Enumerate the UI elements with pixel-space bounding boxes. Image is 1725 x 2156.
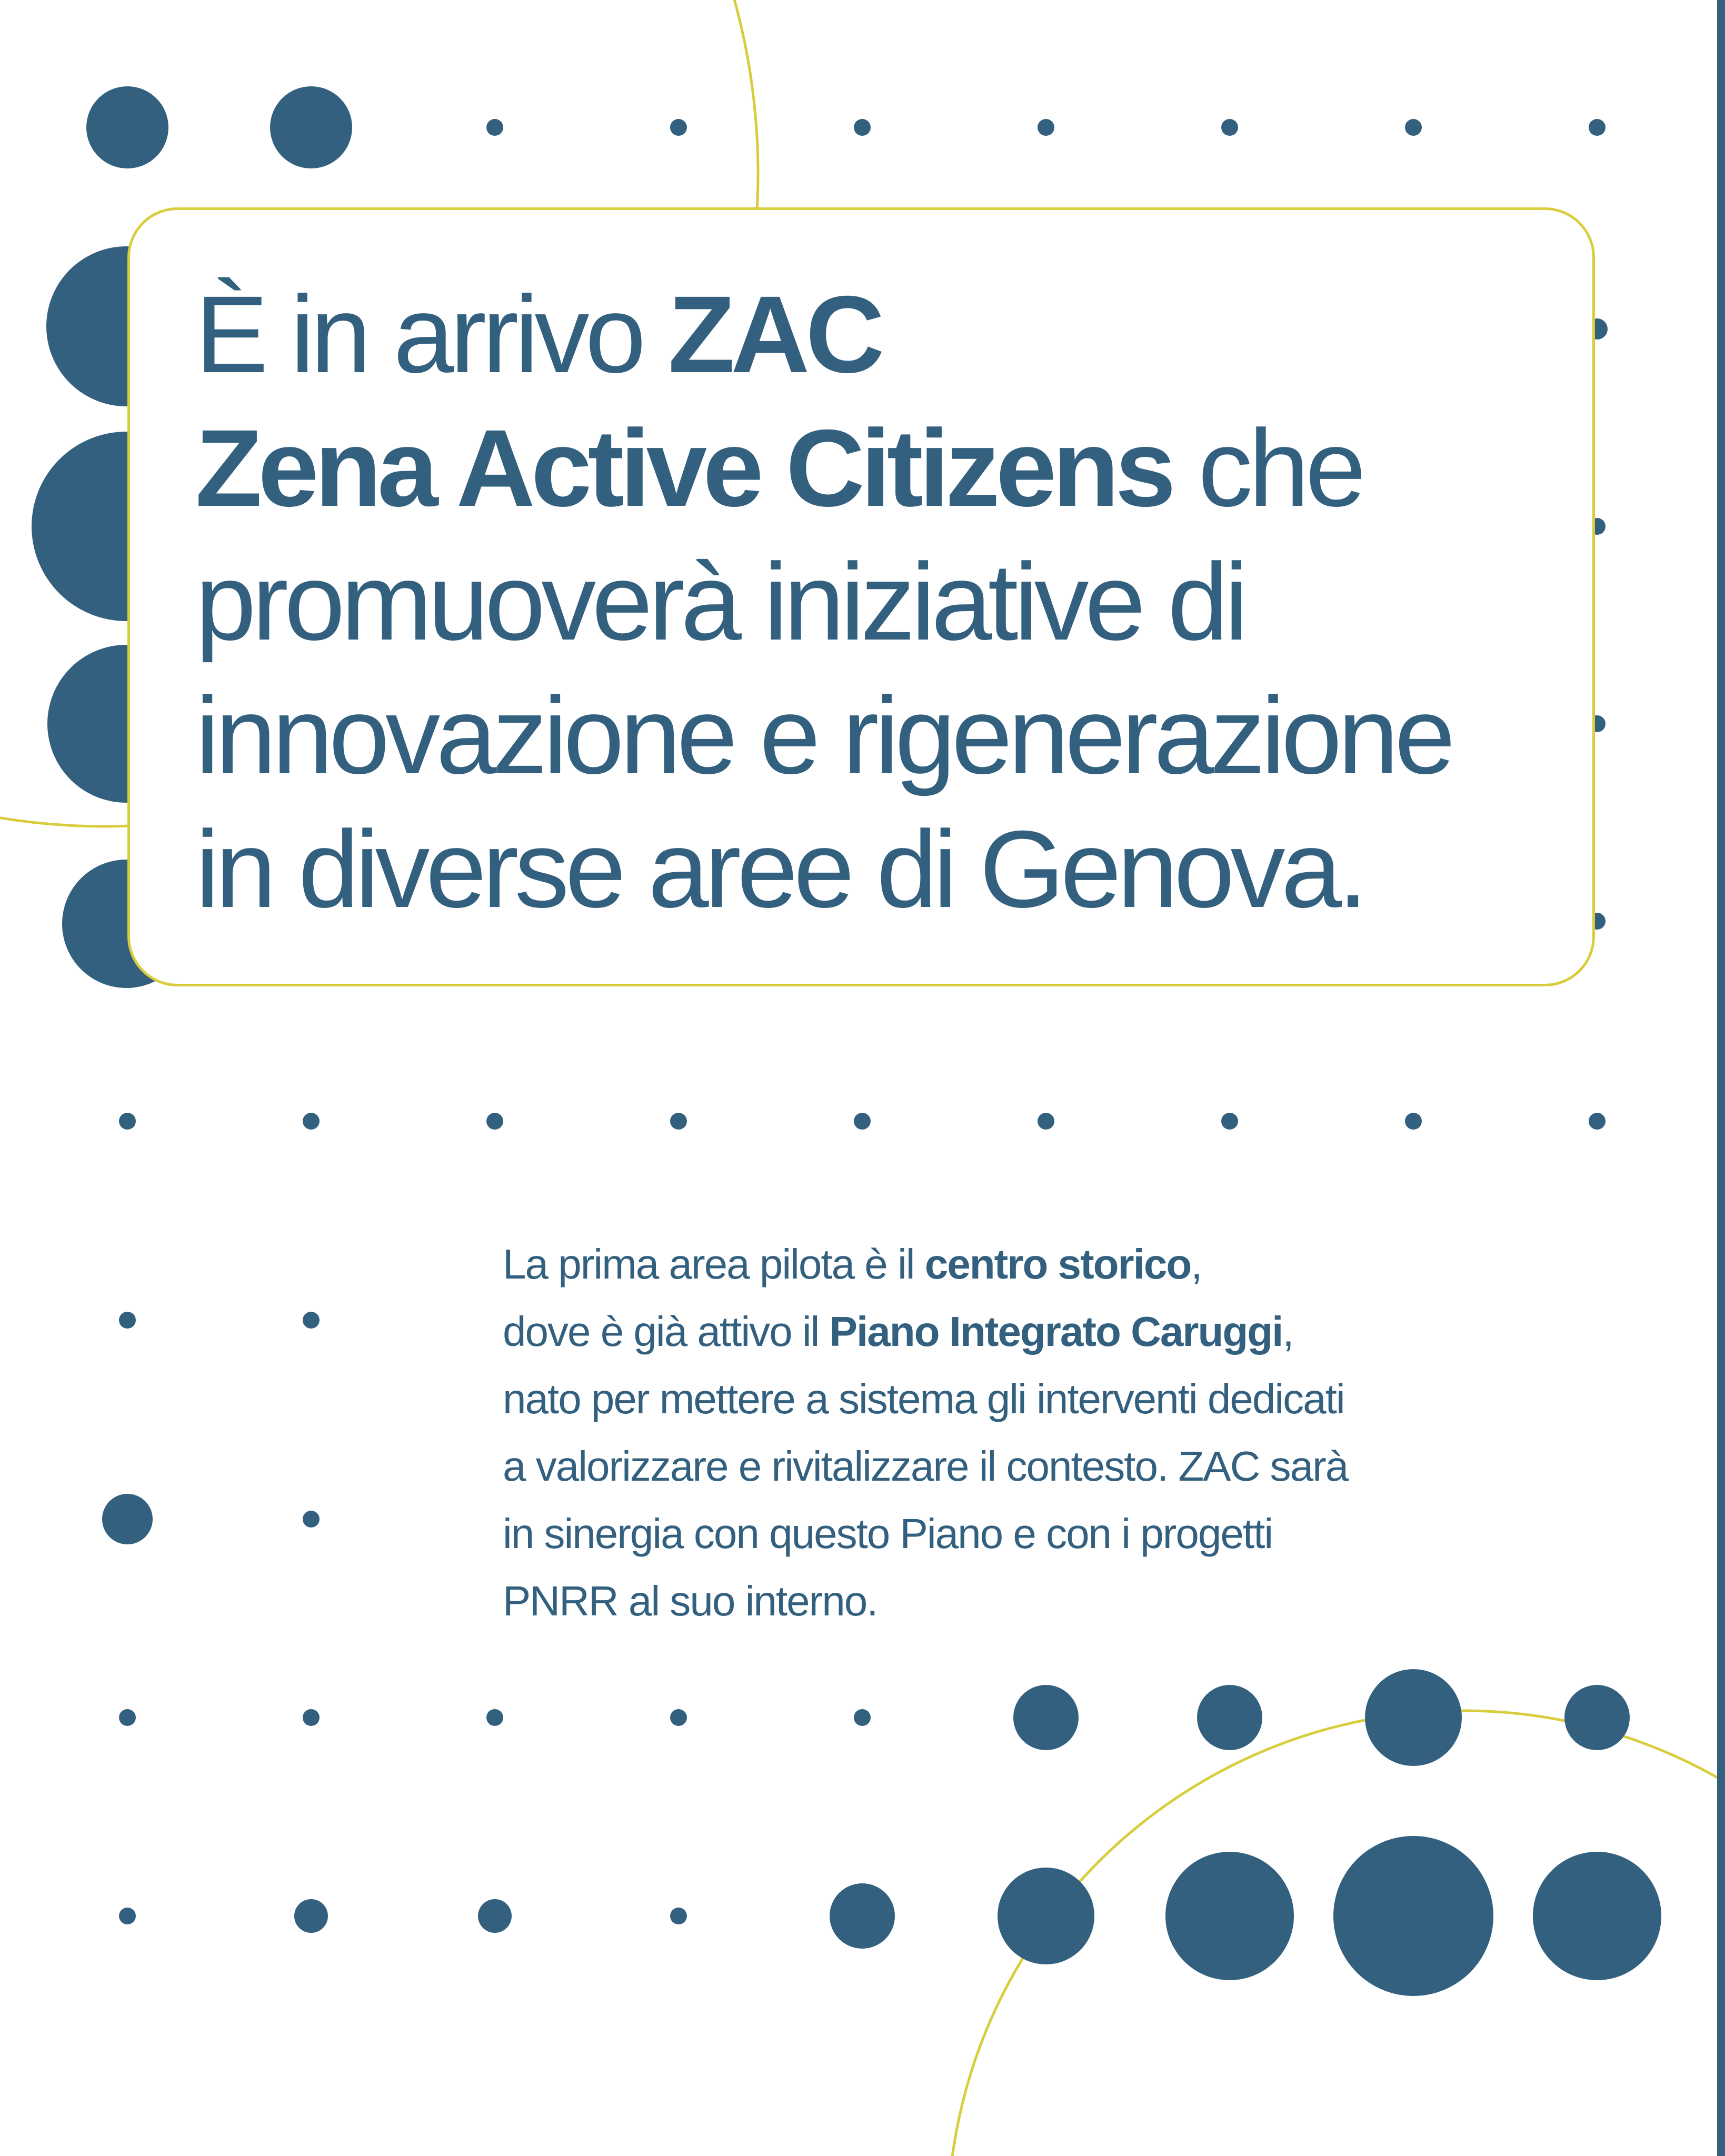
body-line-4: a valorizzare e rivitalizzare il contesto. ZAC sarà <box>503 1443 1348 1490</box>
body-line-1: La prima area pilota è il centro storico, <box>503 1241 1202 1287</box>
decorative-dot <box>303 1709 320 1726</box>
decorative-dot <box>1221 119 1238 136</box>
decorative-dot <box>1038 1113 1054 1130</box>
decorative-dot <box>1013 1685 1079 1750</box>
decorative-dot <box>1365 1669 1462 1766</box>
body-line-3: nato per mettere a sistema gli interventi dedicati <box>503 1375 1344 1422</box>
decorative-dot <box>1197 1685 1262 1750</box>
decorative-dot <box>119 1908 136 1924</box>
decorative-dot <box>478 1899 512 1933</box>
decorative-dot <box>86 86 168 168</box>
piano-caruggi-highlight: Piano Integrato Caruggi <box>829 1308 1283 1355</box>
decorative-dot <box>1038 119 1054 136</box>
decorative-dot <box>670 1709 687 1726</box>
headline-line-4: innovazione e rigenerazione <box>195 675 1451 797</box>
decorative-dot <box>270 86 352 168</box>
decorative-dot <box>1333 1836 1493 1996</box>
decorative-dot <box>1533 1852 1661 1980</box>
decorative-dot <box>1221 1113 1238 1130</box>
decorative-dot <box>670 1113 687 1130</box>
decorative-dot <box>102 1494 153 1544</box>
body-line-2: dove è già attivo il Piano Integrato Caruggi, <box>503 1308 1293 1355</box>
headline-box <box>127 207 1595 986</box>
headline-line-2: Zena Active Citizens che <box>195 407 1362 530</box>
headline <box>195 268 1592 936</box>
body-line-6: PNRR al suo interno. <box>503 1578 878 1624</box>
decorative-dot <box>854 119 871 136</box>
decorative-dot <box>303 1312 320 1329</box>
body-line-5: in sinergia con questo Piano e con i progetti <box>503 1510 1273 1557</box>
decorative-dot <box>1589 1113 1606 1130</box>
decorative-dot <box>1589 119 1606 136</box>
decorative-dot <box>670 119 687 136</box>
decorative-dot <box>486 1113 503 1130</box>
decorative-dot <box>1165 1852 1294 1980</box>
decorative-dot <box>1564 1685 1630 1750</box>
headline-line-3: promuoverà iniziative di <box>195 541 1245 663</box>
right-edge-bar <box>1717 0 1725 2156</box>
headline-line-1: È in arrivo ZAC <box>195 274 881 396</box>
decorative-dot <box>670 1908 687 1924</box>
decorative-dot <box>303 1511 320 1528</box>
centro-storico-highlight: centro storico <box>924 1241 1191 1287</box>
decorative-dot <box>1405 1113 1422 1130</box>
body-paragraph <box>503 1231 1556 1635</box>
decorative-dot <box>294 1899 328 1933</box>
headline-line-5: in diverse aree di Genova. <box>195 808 1364 931</box>
decorative-dot <box>486 1709 503 1726</box>
decorative-dot <box>119 1113 136 1130</box>
decorative-dot <box>854 1709 871 1726</box>
decorative-dot <box>303 1113 320 1130</box>
decorative-dot <box>998 1868 1094 1964</box>
zac-acronym: ZAC <box>668 274 881 396</box>
decorative-dot <box>830 1883 895 1949</box>
decorative-dot <box>1405 119 1422 136</box>
decorative-dot <box>486 119 503 136</box>
decorative-dot <box>119 1312 136 1329</box>
zena-active-citizens-name: Zena Active Citizens <box>195 407 1172 530</box>
decorative-dot <box>119 1709 136 1726</box>
decorative-dot <box>854 1113 871 1130</box>
